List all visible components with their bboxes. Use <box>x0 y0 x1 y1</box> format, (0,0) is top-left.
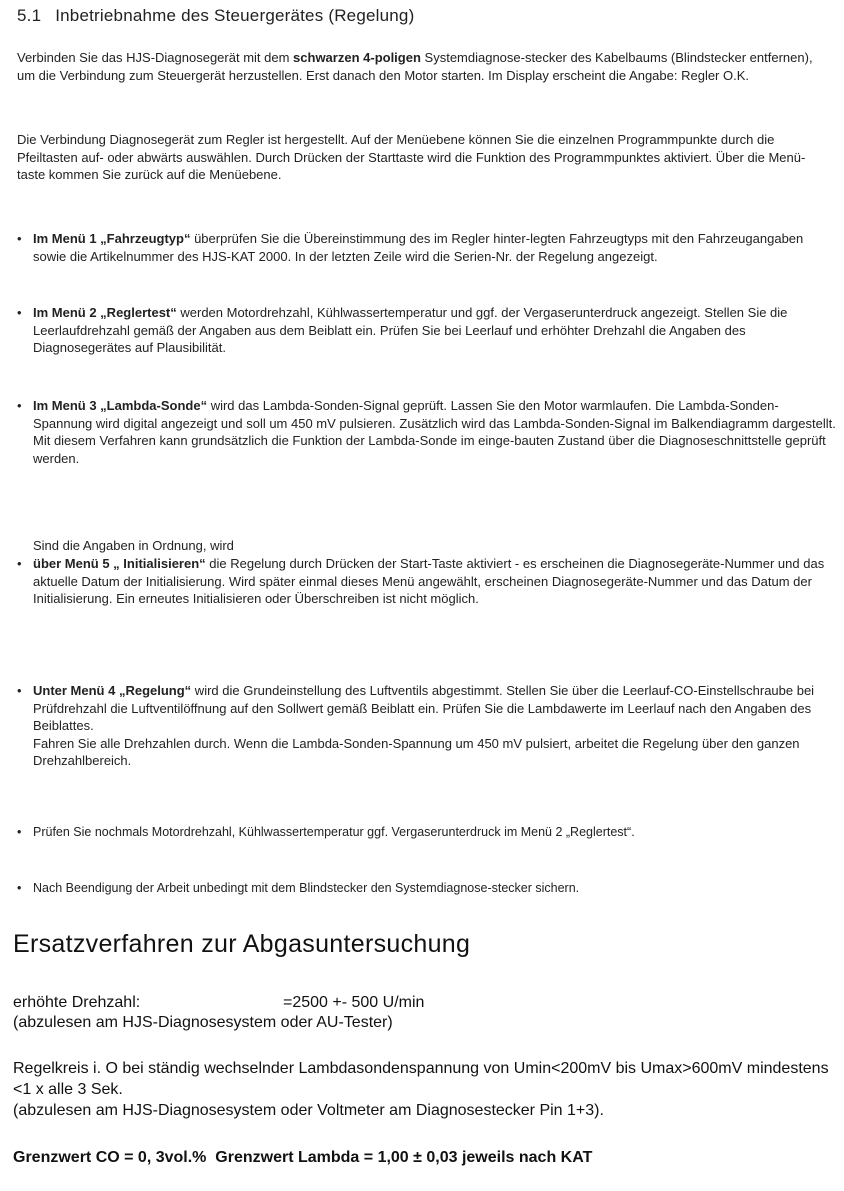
bullet-menu-2 <box>17 304 837 357</box>
bullet-text: wird das Lambda-Sonden-Signal geprüft. Lassen Sie den Motor warmlaufen. Die Lambda-Sonden-Spannung wird digital angezeigt und soll um 450 mV pulsieren. Zusätzlich wird das Lambda-Sonden-Signal im Balkendiagramm dargestellt. <box>33 398 836 431</box>
intro-text-pre: Verbinden Sie das HJS-Diagnosegerät mit dem <box>17 50 294 65</box>
intro-paragraph <box>17 49 827 84</box>
intro-text-bold: schwarzen 4-poligen <box>293 50 421 65</box>
bullet-lead: Unter Menü 4 „Regelung“ <box>33 683 192 698</box>
rpm-note: (abzulesen am HJS-Diagnosesystem oder AU-Tester) <box>13 1014 393 1031</box>
bullet-menu-3 <box>17 397 837 467</box>
bullet-text: werden Motordrehzahl, Kühlwassertemperatur und ggf. der Vergaserunterdruck angezeigt. Stellen Sie die Leerlaufdrehzahl gemäß der Angaben aus dem Beiblatt ein. Prüfen Sie bei Leerlauf und erhöhter Drehzahl die Angaben des Diagnosegerätes auf Plausibilität. <box>33 305 788 355</box>
bullet-dot: • <box>17 881 22 895</box>
bullet-menu-1 <box>17 230 837 265</box>
bullet-dot: • <box>17 305 22 320</box>
bullet-dot: • <box>17 683 22 698</box>
grenzwert-lambda: Grenzwert Lambda = 1,00 ± 0,03 jeweils nach KAT <box>215 1149 593 1166</box>
bullet-text: Prüfen Sie nochmals Motordrehzahl, Kühlwassertemperatur ggf. Vergaserunterdruck im Menü 2 „Reglertest“. <box>33 825 635 839</box>
bullet-menu-5-intro: Sind die Angaben in Ordnung, wird <box>33 538 234 553</box>
bullet-lead: Im Menü 3 „Lambda-Sonde“ <box>33 398 208 413</box>
bullet-check-again <box>17 824 837 842</box>
bullet-text: überprüfen Sie die Übereinstimmung des im Regler hinter-legten Fahrzeugtyps mit den Fahrzeugangaben sowie die Artikelnummer des HJS-KAT 2000. In der letzten Zeile wird die Serien-Nr. der Regelung angezeigt. <box>33 231 804 264</box>
bullet-dot: • <box>17 825 22 839</box>
grenzwert-co: Grenzwert CO = 0, 3vol.% <box>13 1149 207 1166</box>
section-title: Inbetriebnahme des Steuergerätes (Regelung) <box>55 6 415 25</box>
connection-paragraph: Die Verbindung Diagnosegerät zum Regler ist hergestellt. Auf der Menüebene können Sie die einzelnen Programmpunkte durch die Pfeiltasten auf- oder abwärts auswählen. Durch Drücken der Starttaste wird die Funktion des Programmpunktes aktiviert. Über die Menü-taste kommen Sie zurück auf die Menüebene. <box>17 132 806 182</box>
regelkreis-text: Regelkreis i. O bei ständig wechselnder Lambdasondenspannung von Umin<200mV bis Umax>600mV mindestens <1 x alle 3 Sek. <box>13 1060 829 1098</box>
bullet-menu-4 <box>17 682 837 770</box>
bullet-dot: • <box>17 556 22 571</box>
regelkreis-note: (abzulesen am HJS-Diagnosesystem oder Voltmeter am Diagnosestecker Pin 1+3). <box>13 1102 604 1119</box>
rpm-label: erhöhte Drehzahl: <box>13 994 141 1011</box>
bullet-dot: • <box>17 398 22 413</box>
intro-text-post: Systemdiagnose-stecker des Kabelbaums (Blindstecker entfernen), um die Verbindung zum Steuergerät herzustellen. Erst danach den Motor starten. Im Display erscheint die Angabe: Regler O.K. <box>17 50 813 83</box>
bullet-extra-text: Mit diesem Verfahren kann grundsätzlich die Funktion der Lambda-Sonde im einge-bauten Zustand über die Diagnoseschnittstelle geprüft werden. <box>33 433 826 466</box>
bullet-lead: über Menü 5 „ Initialisieren“ <box>33 556 206 571</box>
bullet-dot: • <box>17 231 22 246</box>
bullet-lead: Im Menü 2 „Reglertest“ <box>33 305 177 320</box>
bullet-menu-5 <box>17 555 837 608</box>
section-heading <box>17 6 414 26</box>
bullet-text: die Regelung durch Drücken der Start-Taste aktiviert - es erscheinen die Diagnosegeräte-Nummer und das aktuelle Datum der Initialisierung. Wird später einmal dieses Menü angewählt, erscheinen Diagnosegeräte-Nummer und das Datum der Initialisierung. Ein erneutes Initialisieren oder Überschreiben ist nicht möglich. <box>33 556 825 606</box>
bullet-blind-plug <box>17 880 837 898</box>
bullet-extra-text: Fahren Sie alle Drehzahlen durch. Wenn die Lambda-Sonden-Spannung um 450 mV pulsiert, arbeitet die Regelung über den ganzen Drehzahlbereich. <box>33 735 800 768</box>
section-number: 5.1 <box>17 6 42 25</box>
bullet-text: wird die Grundeinstellung des Luftventils abgestimmt. Stellen Sie über die Leerlauf-CO-Einstellschraube bei Prüfdrehzahl die Luftventilöffnung auf den Sollwert gemäß Beiblatt ein. Prüfen Sie die Lambdawerte im Leerlauf nach den Angaben des Beiblattes. <box>33 683 815 733</box>
bullet-lead: Im Menü 1 „Fahrzeugtyp“ <box>33 231 191 246</box>
bullet-text: Nach Beendigung der Arbeit unbedingt mit dem Blindstecker den Systemdiagnose-stecker sichern. <box>33 881 580 895</box>
rpm-line <box>13 992 839 1013</box>
grenzwert-line <box>13 1147 839 1168</box>
ersatz-heading: Ersatzverfahren zur Abgasuntersuchung <box>13 930 471 958</box>
rpm-value: =2500 +- 500 U/min <box>283 994 425 1011</box>
